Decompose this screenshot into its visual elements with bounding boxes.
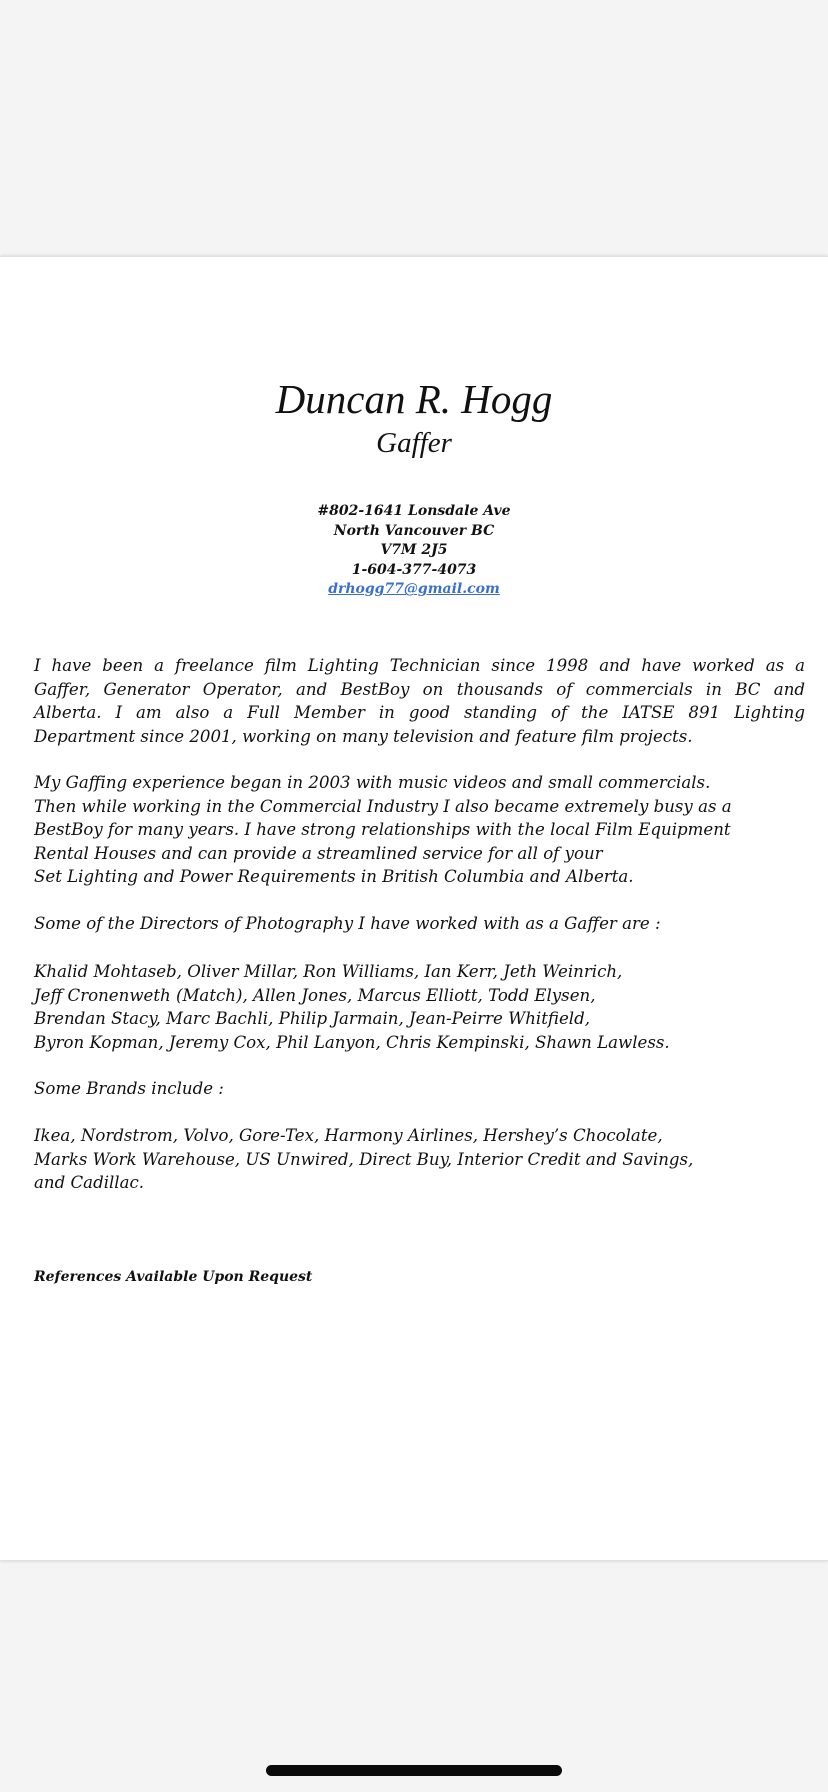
contact-block (0, 502, 828, 600)
experience-line: My Gaffing experience began in 2003 with music videos and small commercials. (34, 773, 711, 792)
brands-list (34, 1124, 805, 1195)
dop-list-line: Jeff Cronenweth (Match), Allen Jones, Marcus Elliott, Todd Elysen, (34, 985, 596, 1005)
intro-paragraph (34, 654, 805, 748)
references-note: References Available Upon Request (34, 1269, 313, 1285)
experience-line: Then while working in the Commercial Industry I also became extremely busy as a (34, 796, 732, 816)
brands-heading (34, 1077, 805, 1101)
experience-line: BestBoy for many years. I have strong relationships with the local Film Equipment (34, 820, 731, 840)
brands-list-line: and Cadillac. (34, 1173, 145, 1193)
brands-list-line: Ikea, Nordstrom, Volvo, Gore-Tex, Harmony Airlines, Hershey’s Chocolate, (34, 1126, 663, 1145)
home-indicator[interactable] (266, 1765, 562, 1776)
intro-line: I have been a freelance film Lighting Technician since 1998 and have worked as a (34, 656, 805, 675)
address-city: North Vancouver BC (333, 522, 495, 539)
dop-list-line: Khalid Mohtaseb, Oliver Millar, Ron Williams, Ian Kerr, Jeth Weinrich, (34, 962, 623, 981)
phone-number: 1-604-377-4073 (351, 561, 477, 578)
intro-line: Gaffer, Generator Operator, and BestBoy on thousands of commercials in BC and (34, 679, 805, 699)
dop-list-line: Byron Kopman, Jeremy Cox, Phil Lanyon, Chris Kempinski, Shawn Lawless. (34, 1032, 670, 1052)
email-link[interactable]: drhogg77@gmail.com (328, 581, 500, 598)
brands-list-line: Marks Work Warehouse, US Unwired, Direct Buy, Interior Credit and Savings, (34, 1149, 694, 1169)
experience-line: Set Lighting and Power Requirements in British Columbia and Alberta. (34, 867, 634, 887)
address-postal-code: V7M 2J5 (380, 542, 448, 559)
intro-line: Department since 2001, working on many television and feature film projects. (34, 726, 693, 746)
dop-heading-text: Some of the Directors of Photography I have worked with as a Gaffer are : (34, 914, 661, 933)
dop-heading (34, 912, 805, 936)
applicant-name: Duncan R. Hogg (275, 376, 553, 422)
document-page (0, 256, 828, 1561)
dop-list-line: Brendan Stacy, Marc Bachli, Philip Jarmain, Jean-Peirre Whitfield, (34, 1009, 590, 1029)
experience-paragraph (34, 771, 805, 889)
brands-heading-text: Some Brands include : (34, 1079, 224, 1098)
intro-line: Alberta. I am also a Full Member in good standing of the IATSE 891 Lighting (34, 703, 805, 723)
experience-line: Rental Houses and can provide a streamlined service for all of your (34, 843, 603, 863)
dop-list (34, 960, 805, 1054)
address-street: #802-1641 Lonsdale Ave (317, 503, 511, 519)
job-title: Gaffer (376, 427, 452, 459)
